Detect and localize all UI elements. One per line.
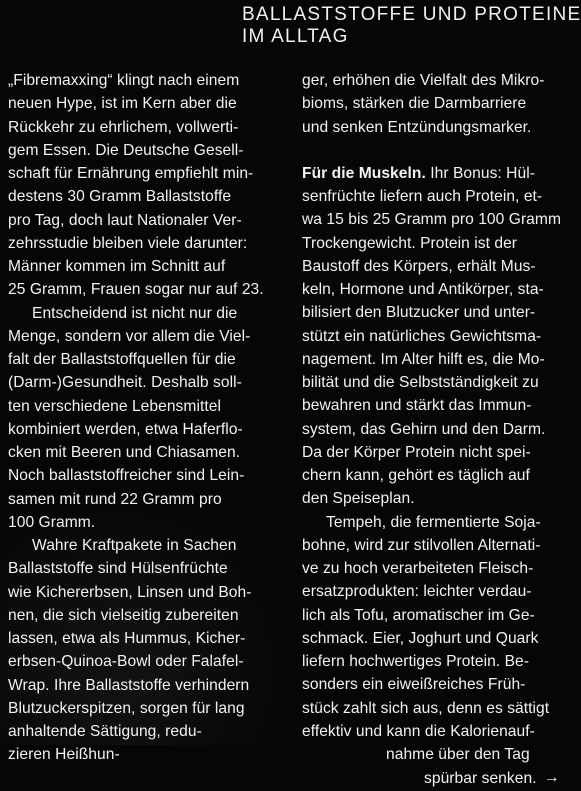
left-line: Entscheidend ist nicht nur die (32, 304, 238, 322)
left-line: schaft für Ernährung empfiehlt min- (8, 165, 254, 182)
left-text-column (8, 69, 274, 767)
right-line: effektiv und kann die Kalorienauf- (302, 722, 535, 740)
final-line-text: spürbar senken. (424, 770, 537, 788)
left-line: zehrsstudie bleiben viele darunter: (8, 234, 248, 252)
right-text-column (302, 69, 566, 791)
left-line: Rückkehr zu ehrlichem, vollwerti- (8, 118, 239, 136)
section-heading (242, 4, 581, 48)
right-line: den Speiseplan. (302, 490, 415, 508)
right-line: ersatzprodukten: leichter verdau- (302, 583, 532, 601)
right-line: bohne, wird zur stilvollen Alternati- (302, 536, 541, 554)
right-line: senfrüchte liefern auch Protein, et- (302, 188, 543, 205)
right-line: Da der Körper Protein nicht spei- (302, 443, 531, 461)
muscles-subheading: Für die Muskeln. (302, 164, 426, 182)
left-line: ten verschiedene Lebensmittel (8, 397, 221, 415)
left-line: anhaltende Sättigung, redu- (8, 723, 202, 740)
left-line: neuen Hype, ist im Kern aber die (8, 95, 237, 113)
left-line: kombiniert werden, etwa Haferflo- (8, 420, 243, 438)
right-line: system, das Gehirn und den Darm. (302, 420, 546, 438)
left-line: nen, die sich vielseitig zubereiten (8, 606, 239, 624)
left-line: 25 Gramm, Frauen sogar nur auf 23. (8, 281, 264, 299)
right-line: liefern hochwertiges Protein. Be- (302, 653, 530, 670)
right-line: bioms, stärken die Darmbarriere (302, 95, 527, 113)
heading-line-1: BALLASTSTOFFE UND PROTEINE (242, 4, 581, 25)
right-line: Tempeh, die fermentierte Soja- (326, 513, 541, 531)
right-line: Baustoff des Körpers, erhält Mus- (302, 257, 536, 275)
left-line: wie Kichererbsen, Linsen und Boh- (8, 583, 252, 601)
left-line: Blutzuckerspitzen, sorgen für lang (8, 699, 245, 717)
left-line: Ballaststoffe sind Hülsenfrüchte (8, 560, 228, 578)
right-line: keln, Hormone und Antikörper, sta- (302, 281, 544, 298)
right-line: ger, erhöhen die Vielfalt des Mikro- (302, 72, 545, 89)
final-line (302, 766, 566, 790)
right-line: schmack. Eier, Joghurt und Quark (302, 629, 539, 647)
right-line: sonders ein eiweißreiches Früh- (302, 676, 526, 694)
right-line: nagement. Im Alter hilft es, die Mo- (302, 350, 545, 368)
left-line: erbsen-Quinoa-Bowl oder Falafel- (8, 653, 244, 671)
right-line: bilisiert den Blutzucker und unter- (302, 304, 536, 322)
right-line: und senken Entzündungsmarker. (302, 118, 532, 136)
left-line: gem Essen. Die Deutsche Gesell- (8, 141, 244, 159)
left-line: Wrap. Ihre Ballaststoffe verhindern (8, 676, 250, 694)
heading-line-2: IM ALLTAG (242, 26, 349, 47)
left-line: „Fibremaxxing“ klingt nach einem (8, 72, 240, 89)
left-line: samen mit rund 22 Gramm pro (8, 490, 222, 508)
left-line: Wahre Kraftpakete in Sachen (32, 537, 237, 554)
right-line: ve zu hoch verarbeiteten Fleisch- (302, 560, 534, 577)
left-line: 100 Gramm. (8, 513, 96, 531)
subheading-line (302, 162, 566, 185)
left-line: falt der Ballaststoffquellen für die (8, 351, 236, 368)
right-line: chern kann, gehört es täglich auf (302, 467, 530, 484)
left-line: destens 30 Gramm Ballaststoffe (8, 188, 232, 206)
subheading-continuation: Ihr Bonus: Hül- (425, 164, 535, 182)
right-line: wa 15 bis 25 Gramm pro 100 Gramm (302, 211, 561, 229)
right-line: stück zahlt sich aus, denn es sättigt (302, 699, 550, 717)
left-line: Männer kommen im Schnitt auf (8, 258, 226, 275)
right-line: lich als Tofu, aromatischer im Ge- (302, 606, 535, 624)
right-line: Trockengewicht. Protein ist der (302, 234, 518, 252)
left-line: pro Tag, doch laut Nationaler Ver- (8, 211, 242, 229)
continue-arrow-icon: → (543, 769, 560, 787)
left-line: Noch ballaststoffreicher sind Lein- (8, 467, 245, 485)
left-line: (Darm-)Gesundheit. Deshalb soll- (8, 374, 242, 392)
paragraph-gap (302, 139, 566, 162)
left-line: Menge, sondern vor allem die Viel- (8, 327, 251, 345)
right-line: stützt ein natürliches Gewichtsma- (302, 327, 542, 345)
right-line: bilität und die Selbstständigkeit zu (302, 374, 539, 391)
right-line: nahme über den Tag (386, 746, 530, 763)
left-line: lassen, etwa als Hummus, Kicher- (8, 630, 246, 647)
left-line: zieren Heißhun- (8, 746, 120, 764)
left-line: cken mit Beeren und Chiasamen. (8, 444, 241, 461)
right-line: bewahren und stärkt das Immun- (302, 397, 532, 415)
